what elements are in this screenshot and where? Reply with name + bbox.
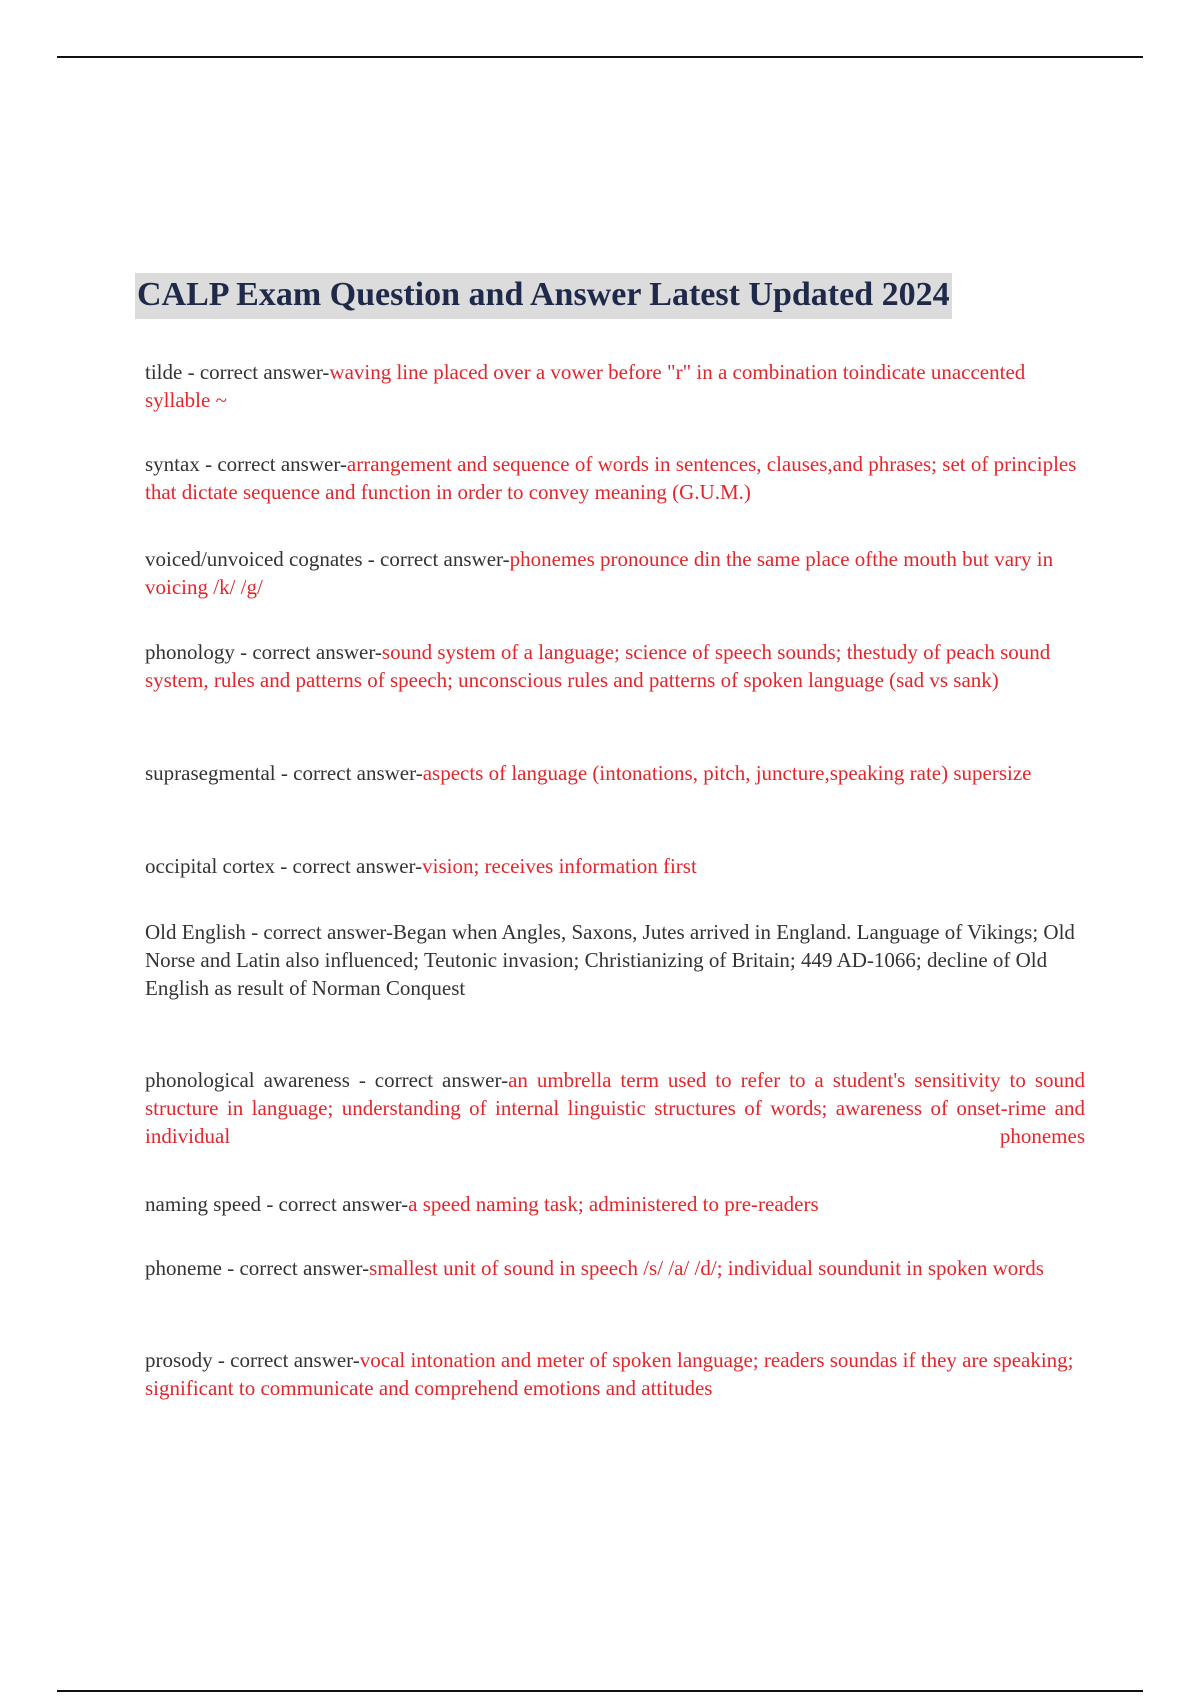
entry-separator: - correct answer- <box>349 1068 509 1092</box>
entry-term: syntax <box>145 452 200 476</box>
entry-definition: vocal intonation and meter of spoken language; readers soundas if they are speaking; significant to communicate and comprehend emotions and attitudes <box>145 1348 1074 1400</box>
entry-occipital-cortex <box>145 852 1085 880</box>
entry-separator: - correct answer- <box>275 854 423 878</box>
entry-suprasegmental <box>145 759 1085 787</box>
entry-phoneme <box>145 1254 1085 1282</box>
entry-definition: sound system of a language; science of speech sounds; thestudy of peach sound system, rules and patterns of speech; unconscious rules and patterns of spoken language (sad vs sank) <box>145 640 1051 692</box>
entry-definition: Began when Angles, Saxons, Jutes arrived in England. Language of Vikings; Old Norse and Latin also influenced; Teutonic invasion; Christianizing of Britain; 449 AD-1066; decline of Old English as result of Norman Conquest <box>145 920 1075 1000</box>
top-rule <box>57 56 1143 58</box>
document-title: CALP Exam Question and Answer Latest Updated 2024 <box>135 273 952 319</box>
entry-definition: phonemes pronounce din the same place ofthe mouth but vary in voicing /k/ /g/ <box>145 547 1054 599</box>
entry-definition: arrangement and sequence of words in sentences, clauses,and phrases; set of principles that dictate sequence and function in order to convey meaning (G.U.M.) <box>145 452 1077 504</box>
entry-definition: aspects of language (intonations, pitch, juncture,speaking rate) supersize <box>422 761 1032 785</box>
entry-definition: waving line placed over a vower before "r" in a combination toindicate unaccented syllable ~ <box>145 360 1026 412</box>
entry-term: phonological awareness <box>145 1068 350 1092</box>
entry-phonological-awareness <box>145 1066 1085 1178</box>
entry-naming-speed <box>145 1190 1085 1218</box>
entry-syntax <box>145 450 1085 506</box>
entry-term: phoneme <box>145 1256 222 1280</box>
entry-separator: - correct answer- <box>362 547 510 571</box>
entry-separator: - correct answer- <box>199 452 347 476</box>
entry-tilde <box>145 358 1085 414</box>
entry-term: phonology <box>145 640 235 664</box>
entry-term: prosody <box>145 1348 213 1372</box>
entry-term: occipital cortex <box>145 854 276 878</box>
entry-prosody <box>145 1346 1085 1402</box>
entry-old-english <box>145 918 1085 1002</box>
entry-definition: a speed naming task; administered to pre-readers <box>408 1192 819 1216</box>
entry-definition: vision; receives information first <box>422 854 697 878</box>
entry-term: tilde <box>145 360 183 384</box>
entry-definition: an umbrella term used to refer to a student's sensitivity to sound structure in language; understanding of internal linguistic structures of words; awareness of onset-rime and individual phonemes <box>145 1068 1085 1148</box>
bottom-rule <box>57 1690 1143 1692</box>
entry-phonology <box>145 638 1085 694</box>
entry-voiced-unvoiced-cognates <box>145 545 1085 601</box>
entry-separator: - correct answer- <box>212 1348 360 1372</box>
entry-separator: - correct answer- <box>182 360 330 384</box>
entry-separator: - correct answer- <box>245 920 393 944</box>
entry-term: naming speed <box>145 1192 262 1216</box>
entry-separator: - correct answer- <box>261 1192 409 1216</box>
entry-separator: - correct answer- <box>275 761 423 785</box>
entry-separator: - correct answer- <box>221 1256 370 1280</box>
entry-term: suprasegmental <box>145 761 276 785</box>
entry-term: voiced/unvoiced cognates <box>145 547 363 571</box>
entry-separator: - correct answer- <box>234 640 382 664</box>
entry-term: Old English <box>145 920 246 944</box>
entry-definition: smallest unit of sound in speech /s/ /a/ /d/; individual soundunit in spoken words <box>369 1256 1044 1280</box>
